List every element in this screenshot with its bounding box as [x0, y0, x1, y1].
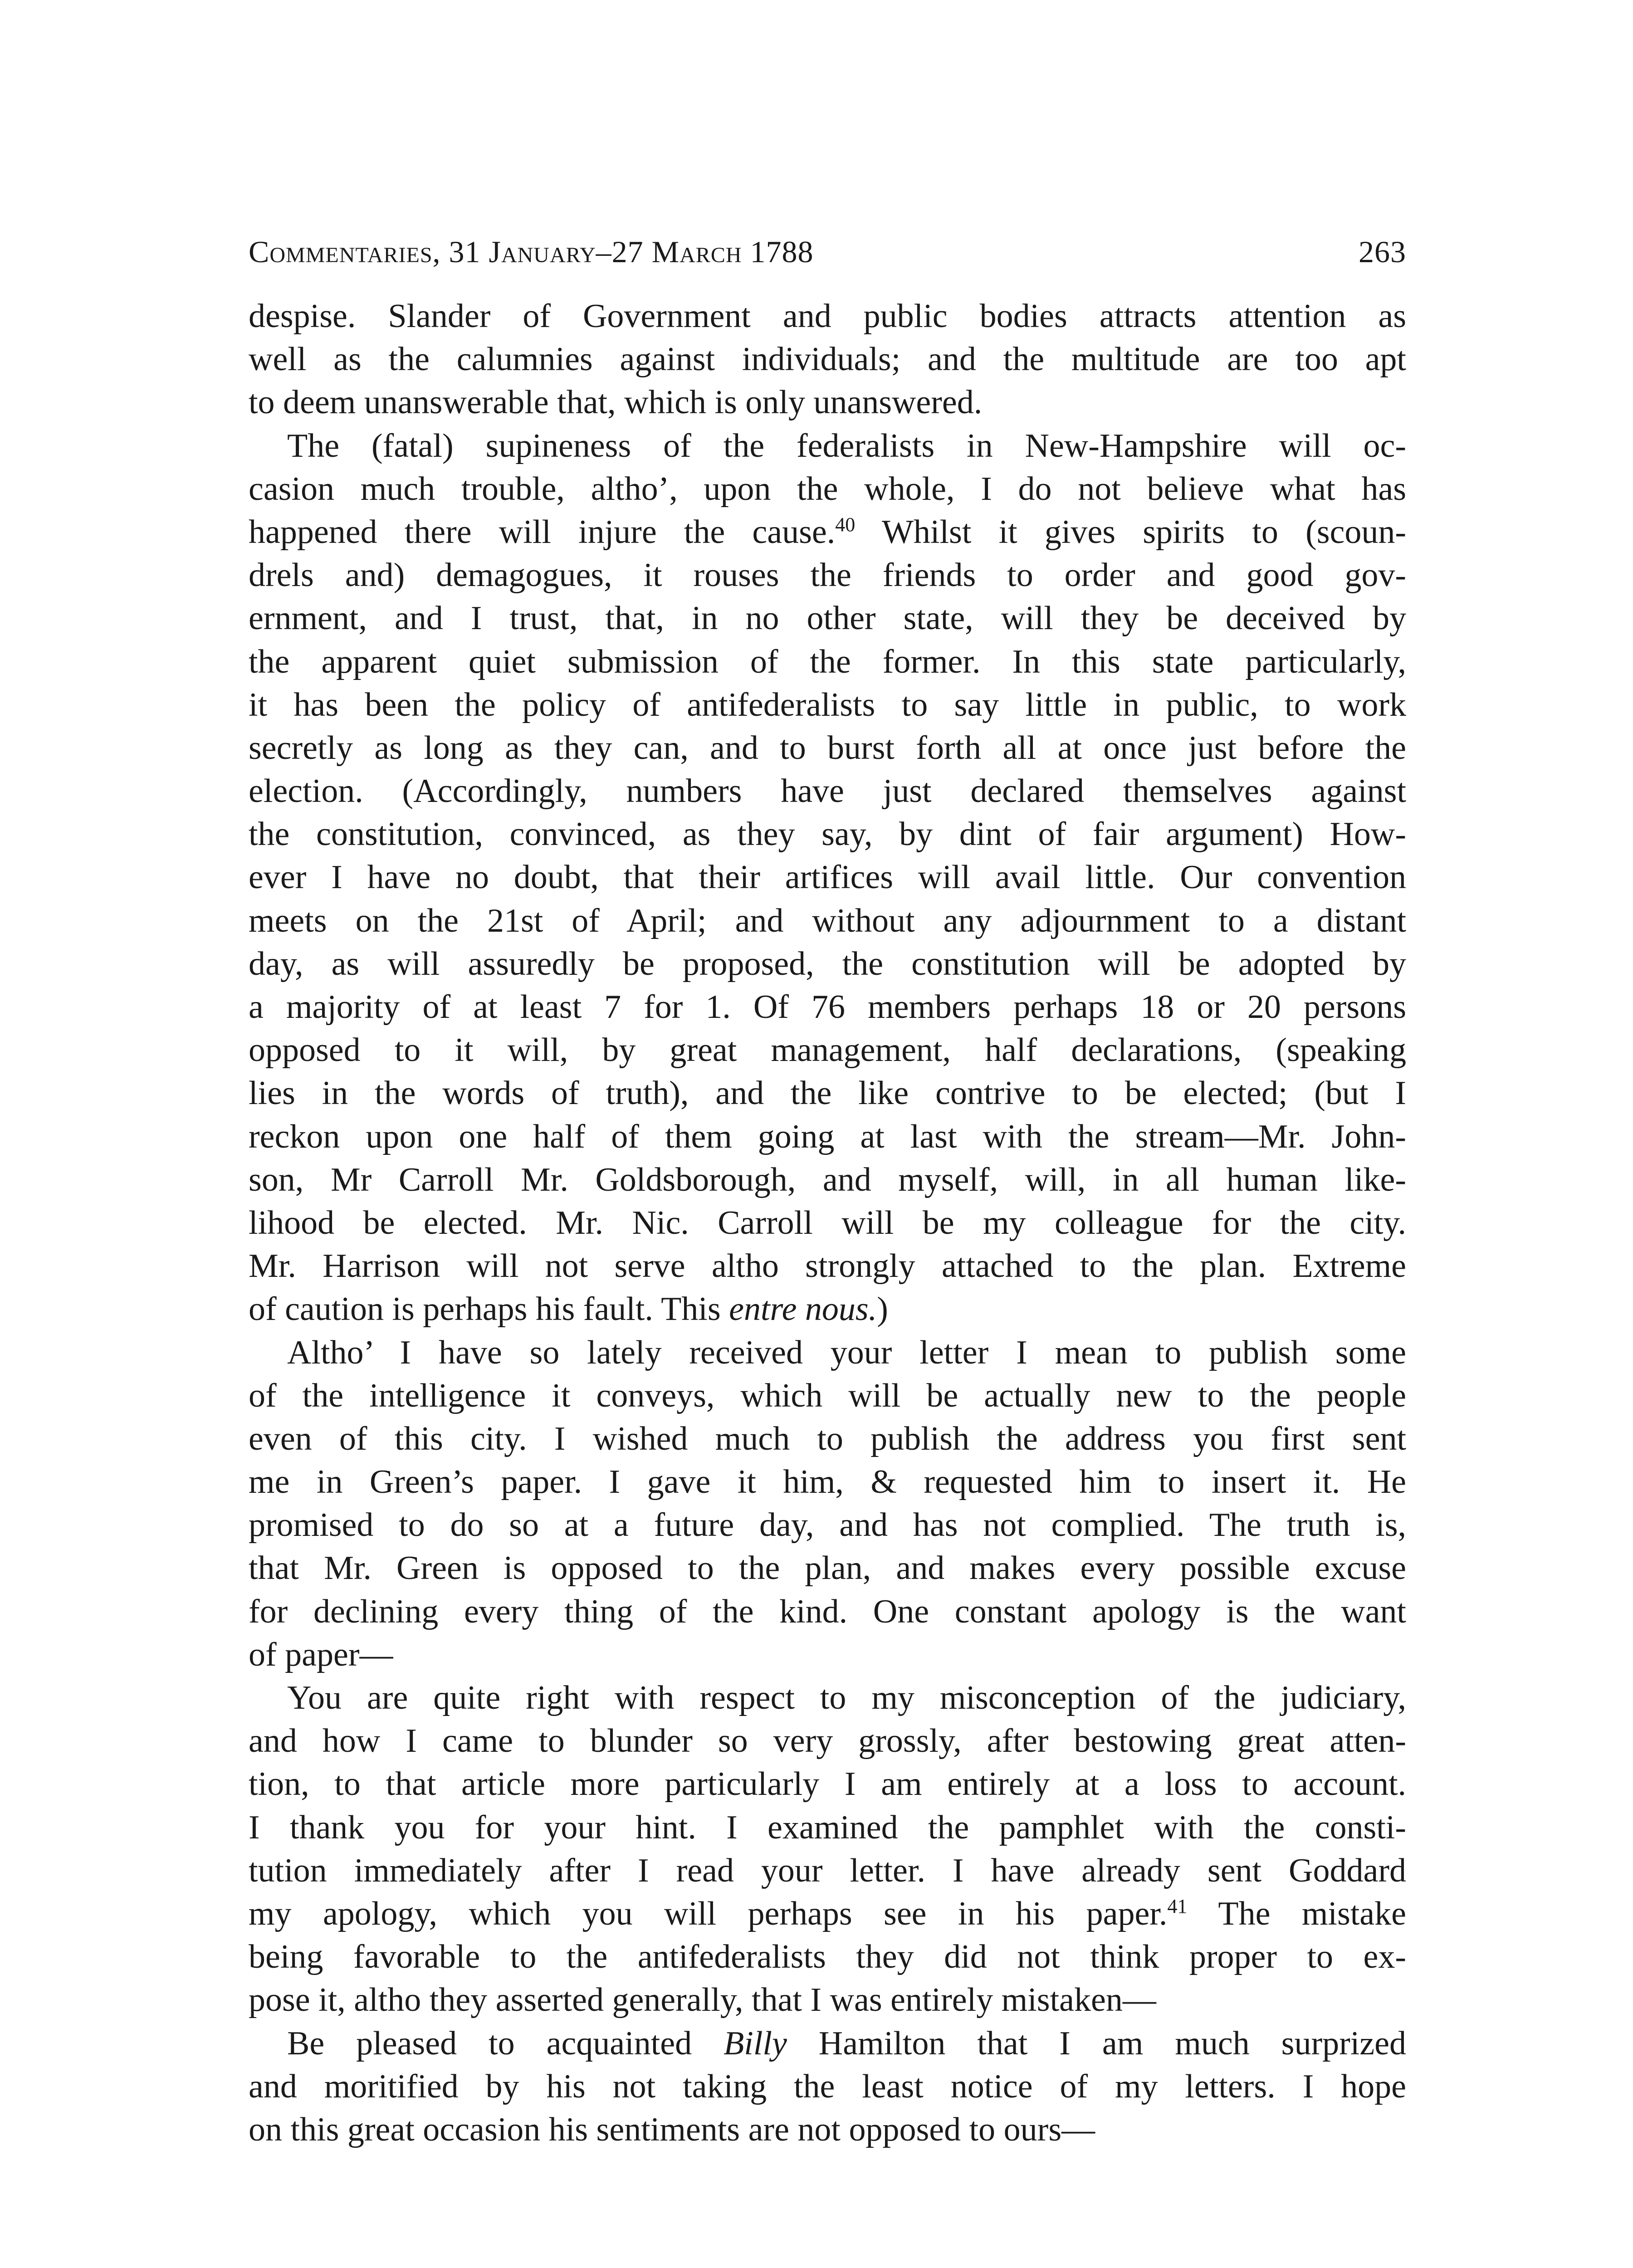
text-line	[249, 899, 1406, 943]
text-run: Hamilton that I am much surprized	[787, 2024, 1406, 2062]
text-line	[249, 338, 1406, 381]
text-line	[249, 1979, 1406, 2022]
text-line	[249, 1849, 1406, 1892]
running-head	[249, 229, 1406, 274]
text-run: that Mr. Green is opposed to the plan, and makes every possible excuse	[249, 1549, 1406, 1587]
text-run: for declining every thing of the kind. One constant apology is the want	[249, 1593, 1406, 1630]
footnote-reference: 40	[835, 513, 856, 536]
text-run: me in Green’s paper. I gave it him, & requested him to insert it. He	[249, 1463, 1406, 1501]
text-run: even of this city. I wished much to publish the address you first sent	[249, 1420, 1406, 1457]
text-run: election. (Accordingly, numbers have just declared themselves against	[249, 772, 1406, 810]
letter-body	[249, 295, 1406, 2151]
text-line	[249, 1202, 1406, 1245]
text-line	[249, 1590, 1406, 1633]
text-line	[249, 1331, 1406, 1374]
text-line	[249, 2065, 1406, 2108]
text-run: of the intelligence it conveys, which will be actually new to the people	[249, 1377, 1406, 1414]
text-run: the apparent quiet submission of the former. In this state particularly,	[249, 643, 1406, 680]
text-run: of caution is perhaps his fault. This	[249, 1290, 729, 1328]
text-run: promised to do so at a future day, and has not complied. The truth is,	[249, 1506, 1406, 1544]
text-run: lies in the words of truth), and the like contrive to be elected; (but I	[249, 1075, 1406, 1112]
text-line	[249, 1374, 1406, 1418]
text-run: ernment, and I trust, that, in no other state, will they be deceived by	[249, 600, 1406, 637]
text-run: on this great occasion his sentiments are not opposed to ours—	[249, 2111, 1095, 2148]
text-run: reckon upon one half of them going at last with the stream—Mr. John-	[249, 1118, 1406, 1155]
text-run: lihood be elected. Mr. Nic. Carroll will be my colleague for the city.	[249, 1204, 1406, 1242]
text-line	[249, 1461, 1406, 1504]
text-line	[249, 1158, 1406, 1202]
text-line	[249, 2022, 1406, 2065]
text-line	[249, 1633, 1406, 1677]
text-line	[249, 986, 1406, 1029]
text-run: secretly as long as they can, and to burst forth all at once just before the	[249, 729, 1406, 767]
text-line	[249, 1763, 1406, 1806]
page-number: 263	[1359, 235, 1406, 269]
text-run: my apology, which you will perhaps see in his paper.	[249, 1895, 1168, 1932]
text-run: being favorable to the antifederalists they did not think proper to ex-	[249, 1938, 1406, 1976]
text-run: Mr. Harrison will not serve altho strongly attached to the plan. Extreme	[249, 1247, 1406, 1285]
text-line	[249, 1677, 1406, 1720]
text-line	[249, 2108, 1406, 2151]
text-line	[249, 1418, 1406, 1461]
text-run: pose it, altho they asserted generally, that I was entirely mistaken—	[249, 1981, 1156, 2019]
text-run: ever I have no doubt, that their artifices will avail little. Our convention	[249, 859, 1406, 896]
paragraph	[249, 425, 1406, 1331]
text-run: and moritified by his not taking the least notice of my letters. I hope	[249, 2068, 1406, 2105]
text-line	[249, 1115, 1406, 1158]
paragraph	[249, 1331, 1406, 1677]
text-line	[249, 640, 1406, 684]
text-run: The mistake	[1187, 1895, 1406, 1932]
text-run: despise. Slander of Government and public bodies attracts attention as	[249, 298, 1406, 335]
text-line	[249, 770, 1406, 813]
text-run: casion much trouble, altho’, upon the whole, I do not believe what has	[249, 470, 1406, 508]
text-line	[249, 943, 1406, 986]
text-line	[249, 554, 1406, 597]
text-line	[249, 1720, 1406, 1763]
italic-text: Billy	[724, 2024, 787, 2062]
text-line	[249, 1029, 1406, 1072]
text-line	[249, 856, 1406, 899]
text-run: son, Mr Carroll Mr. Goldsborough, and myself, will, in all human like-	[249, 1161, 1406, 1198]
footnote-reference: 41	[1167, 1895, 1188, 1917]
italic-text: entre nous.	[729, 1290, 877, 1328]
text-run: it has been the policy of antifederalists to say little in public, to work	[249, 686, 1406, 723]
text-run: I thank you for your hint. I examined the pamphlet with the consti-	[249, 1809, 1406, 1846]
text-run: to deem unanswerable that, which is only unanswered.	[249, 384, 983, 421]
text-run: The (fatal) supineness of the federalists in New-Hampshire will oc-	[287, 427, 1406, 464]
text-run: opposed to it will, by great management, half declarations, (speaking	[249, 1031, 1406, 1069]
text-run: Be pleased to acquainted	[287, 2024, 724, 2062]
paragraph	[249, 295, 1406, 425]
text-run: )	[877, 1290, 888, 1328]
text-line	[249, 468, 1406, 511]
text-line	[249, 597, 1406, 640]
text-line	[249, 1072, 1406, 1115]
text-run: Altho’ I have so lately received your letter I mean to publish some	[287, 1334, 1406, 1371]
text-run: happened there will injure the cause.	[249, 513, 836, 551]
text-line	[249, 684, 1406, 727]
text-run: meets on the 21st of April; and without any adjournment to a distant	[249, 902, 1406, 939]
text-run: a majority of at least 7 for 1. Of 76 members perhaps 18 or 20 persons	[249, 988, 1406, 1026]
text-run: well as the calumnies against individuals; and the multitude are too apt	[249, 341, 1406, 378]
text-line	[249, 425, 1406, 468]
text-run: tion, to that article more particularly I am entirely at a loss to account.	[249, 1765, 1406, 1803]
text-run: day, as will assuredly be proposed, the constitution will be adopted by	[249, 945, 1406, 982]
text-line	[249, 727, 1406, 770]
text-line	[249, 813, 1406, 856]
paragraph	[249, 2022, 1406, 2152]
text-line	[249, 1245, 1406, 1288]
text-line	[249, 1288, 1406, 1331]
text-line	[249, 381, 1406, 424]
text-run: You are quite right with respect to my misconception of the judiciary,	[287, 1679, 1406, 1716]
text-line	[249, 1936, 1406, 1979]
text-run: drels and) demagogues, it rouses the friends to order and good gov-	[249, 557, 1406, 594]
text-run: and how I came to blunder so very grossly, after bestowing great atten-	[249, 1722, 1406, 1760]
text-line	[249, 1547, 1406, 1590]
text-line	[249, 511, 1406, 554]
text-line	[249, 1892, 1406, 1936]
running-head-title: Commentaries, 31 January–27 March 1788	[249, 235, 814, 269]
text-line	[249, 295, 1406, 338]
text-run: of paper—	[249, 1636, 393, 1673]
text-run: the constitution, convinced, as they say, by dint of fair argument) How-	[249, 816, 1406, 853]
text-line	[249, 1806, 1406, 1849]
text-run: Whilst it gives spirits to (scoun-	[855, 513, 1406, 551]
paragraph	[249, 1677, 1406, 2022]
text-run: tution immediately after I read your letter. I have already sent Goddard	[249, 1852, 1406, 1889]
text-line	[249, 1504, 1406, 1547]
